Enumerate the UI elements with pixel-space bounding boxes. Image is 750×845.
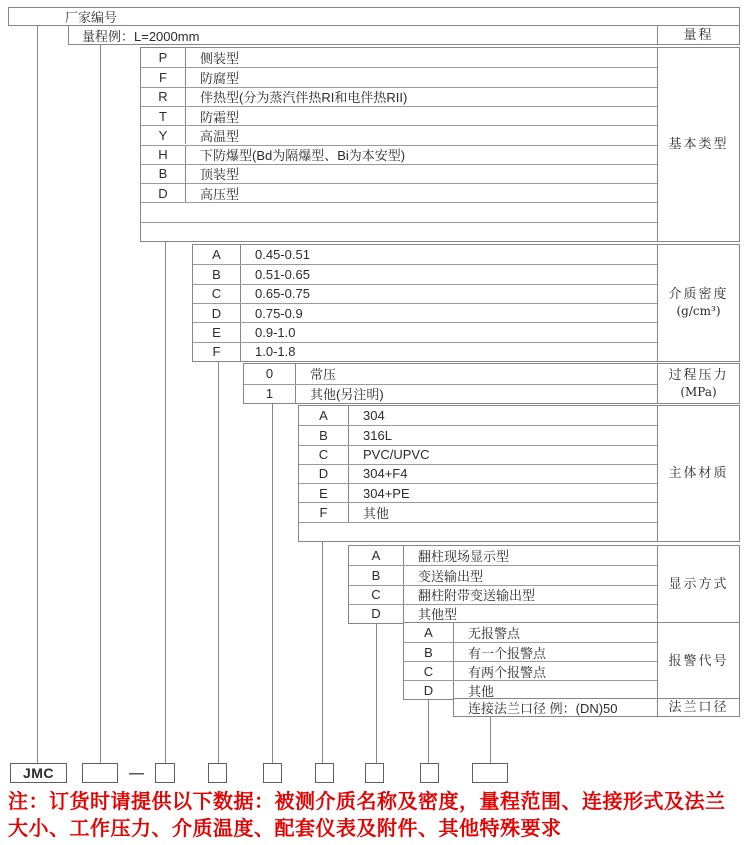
desc-cell: 下防爆型(Bd为隔爆型、Bi为本安型) <box>200 148 406 164</box>
table-row <box>349 585 659 604</box>
connector-line <box>272 403 273 763</box>
range-category-label <box>657 26 739 44</box>
code-cell <box>141 203 186 221</box>
range-example-text: 量程例：L=2000mm <box>82 28 200 44</box>
code-cell: E <box>193 323 241 341</box>
code-cell: 0 <box>244 364 296 384</box>
code-cell: B <box>193 265 241 283</box>
code-cell: A <box>404 623 454 642</box>
table-row <box>299 522 659 541</box>
table-row <box>193 284 659 303</box>
desc-cell: 1.0-1.8 <box>255 344 296 360</box>
code-cell: B <box>299 426 349 444</box>
code-cell: D <box>299 465 349 483</box>
code-cell: A <box>299 406 349 425</box>
connector-line <box>218 361 219 763</box>
code-cell: C <box>193 285 241 303</box>
range-row <box>68 25 740 45</box>
table-row <box>299 502 659 521</box>
basic-type-category-label <box>657 48 739 241</box>
connector-line <box>322 541 323 763</box>
desc-cell: 变送输出型 <box>418 568 484 584</box>
code-cell: D <box>349 605 404 623</box>
model-code-box-basic-type <box>155 763 175 783</box>
model-code-box-pressure <box>263 763 282 783</box>
table-rows <box>193 245 659 361</box>
flange-text: 连接法兰口径 例：(DN)50 <box>468 701 618 716</box>
code-cell: C <box>349 586 404 604</box>
order-note-line1: 注：订货时请提供以下数据：被测介质名称及密度，量程范围、连接形式及法兰 <box>8 791 726 813</box>
code-cell: D <box>141 184 186 202</box>
desc-cell: 高温型 <box>200 128 240 144</box>
table-row <box>404 642 659 661</box>
desc-cell: 常压 <box>310 367 337 383</box>
table-row <box>349 604 659 623</box>
desc-cell: 防腐型 <box>200 70 240 86</box>
density-category-label <box>657 245 739 361</box>
table-row <box>193 322 659 341</box>
vendor-number-label: 厂家编号 <box>65 10 118 25</box>
connector-line <box>165 241 166 763</box>
code-cell: B <box>349 566 404 584</box>
desc-cell: 高压型 <box>200 186 240 202</box>
desc-cell: 0.75-0.9 <box>255 305 303 321</box>
category-label-text: 基本类型 <box>668 137 729 152</box>
order-note <box>8 789 748 843</box>
table-row <box>404 661 659 680</box>
code-cell: 1 <box>244 385 296 404</box>
desc-cell: 侧装型 <box>200 51 240 67</box>
desc-cell: 316L <box>363 427 392 443</box>
code-cell <box>141 223 186 241</box>
desc-cell: 0.45-0.51 <box>255 247 310 263</box>
code-cell: H <box>141 146 186 164</box>
table-row <box>141 183 659 202</box>
table-row <box>141 202 659 221</box>
desc-cell: PVC/UPVC <box>363 447 430 463</box>
table-rows <box>244 364 659 403</box>
desc-cell: 伴热型(分为蒸汽伴热RI和电伴热RII) <box>200 90 408 106</box>
desc-cell: 防霜型 <box>200 109 240 125</box>
table-row <box>349 546 659 565</box>
table-row <box>141 87 659 106</box>
table-row <box>141 48 659 67</box>
table-medium-density <box>192 244 740 362</box>
code-cell: B <box>141 165 186 183</box>
model-code-box-material <box>315 763 334 783</box>
display-category-label <box>657 546 739 623</box>
desc-cell: 0.65-0.75 <box>255 286 310 302</box>
desc-cell: 304+F4 <box>363 466 408 482</box>
table-rows <box>349 546 659 623</box>
table-row <box>193 303 659 322</box>
desc-cell: 304+PE <box>363 485 410 501</box>
table-rows <box>404 623 659 699</box>
table-row <box>299 483 659 502</box>
model-code-box-flange <box>472 763 508 783</box>
table-row <box>141 125 659 144</box>
desc-cell: 304 <box>363 408 385 424</box>
model-code-box-display <box>365 763 384 783</box>
desc-cell: 0.51-0.65 <box>255 266 310 282</box>
code-cell: E <box>299 484 349 502</box>
table-row <box>141 106 659 125</box>
model-code-dash <box>118 763 155 783</box>
table-basic-type <box>140 47 740 242</box>
category-label-unit: (g/cm³) <box>676 304 721 318</box>
table-process-pressure <box>243 363 740 404</box>
model-code-box-alarm <box>420 763 439 783</box>
code-cell: T <box>141 107 186 125</box>
table-row <box>404 623 659 642</box>
desc-cell: 其他型 <box>418 607 458 623</box>
code-cell: F <box>299 503 349 521</box>
code-cell: D <box>193 304 241 322</box>
table-row <box>193 264 659 283</box>
table-row <box>141 145 659 164</box>
model-code-box-density <box>208 763 227 783</box>
desc-cell: 翻柱附带变送输出型 <box>418 588 536 604</box>
code-cell <box>299 523 349 541</box>
connector-line <box>490 716 491 763</box>
table-row <box>349 565 659 584</box>
desc-cell: 无报警点 <box>468 626 521 641</box>
connector-line <box>428 699 429 763</box>
table-row <box>299 445 659 464</box>
table-body-material <box>298 405 740 542</box>
alarm-category-label <box>657 623 739 699</box>
table-row <box>193 245 659 264</box>
code-cell: B <box>404 643 454 661</box>
category-label-text: 主体材质 <box>668 466 729 481</box>
model-code-box-range <box>82 763 118 783</box>
table-row <box>299 425 659 444</box>
category-label-text: 显示方式 <box>668 577 729 592</box>
table-row <box>193 342 659 361</box>
desc-cell: 有一个报警点 <box>468 645 547 661</box>
category-label-text: 量程 <box>683 27 714 43</box>
table-row <box>141 222 659 241</box>
code-cell: C <box>299 446 349 464</box>
vendor-number-box <box>8 7 740 26</box>
table-alarm-code <box>403 622 740 700</box>
pressure-category-label <box>657 364 739 403</box>
code-cell: F <box>141 68 186 86</box>
flange-row <box>453 698 740 717</box>
table-row <box>141 67 659 86</box>
code-cell: A <box>349 546 404 565</box>
code-cell: Y <box>141 126 186 144</box>
code-cell: F <box>193 343 241 361</box>
category-label-text: 报警代号 <box>668 653 729 669</box>
desc-cell: 其他(另注明) <box>310 387 384 403</box>
category-label-text: 介质密度 <box>668 287 729 302</box>
category-label-text: 法兰口径 <box>668 700 729 715</box>
dash-text: — <box>129 764 144 782</box>
code-cell: A <box>193 245 241 264</box>
model-prefix-text: JMC <box>22 765 55 781</box>
table-row <box>299 464 659 483</box>
desc-cell: 有两个报警点 <box>468 664 547 680</box>
table-row <box>404 680 659 699</box>
material-category-label <box>657 406 739 541</box>
desc-cell: 其他 <box>363 506 390 522</box>
table-row <box>244 364 659 384</box>
category-label-text: 过程压力 <box>668 367 729 383</box>
category-label-unit: (MPa) <box>680 384 717 399</box>
table-rows <box>299 406 659 541</box>
desc-cell: 翻柱现场显示型 <box>418 549 510 565</box>
connector-line <box>100 45 101 763</box>
table-row <box>244 384 659 404</box>
desc-cell: 其他 <box>468 683 495 699</box>
desc-cell: 顶装型 <box>200 167 240 183</box>
order-note-line2: 大小、工作压力、介质温度、配套仪表及附件、其他特殊要求 <box>8 818 562 840</box>
code-cell: D <box>404 681 454 699</box>
table-rows <box>141 48 659 241</box>
code-cell: P <box>141 48 186 67</box>
table-row <box>299 406 659 425</box>
connector-line <box>37 25 38 763</box>
model-prefix-box <box>10 763 67 783</box>
flange-category-label <box>657 699 739 716</box>
table-row <box>141 164 659 183</box>
connector-line <box>376 623 377 763</box>
desc-cell: 0.9-1.0 <box>255 324 296 340</box>
table-display-mode <box>348 545 740 624</box>
code-cell: R <box>141 88 186 106</box>
code-cell: C <box>404 662 454 680</box>
